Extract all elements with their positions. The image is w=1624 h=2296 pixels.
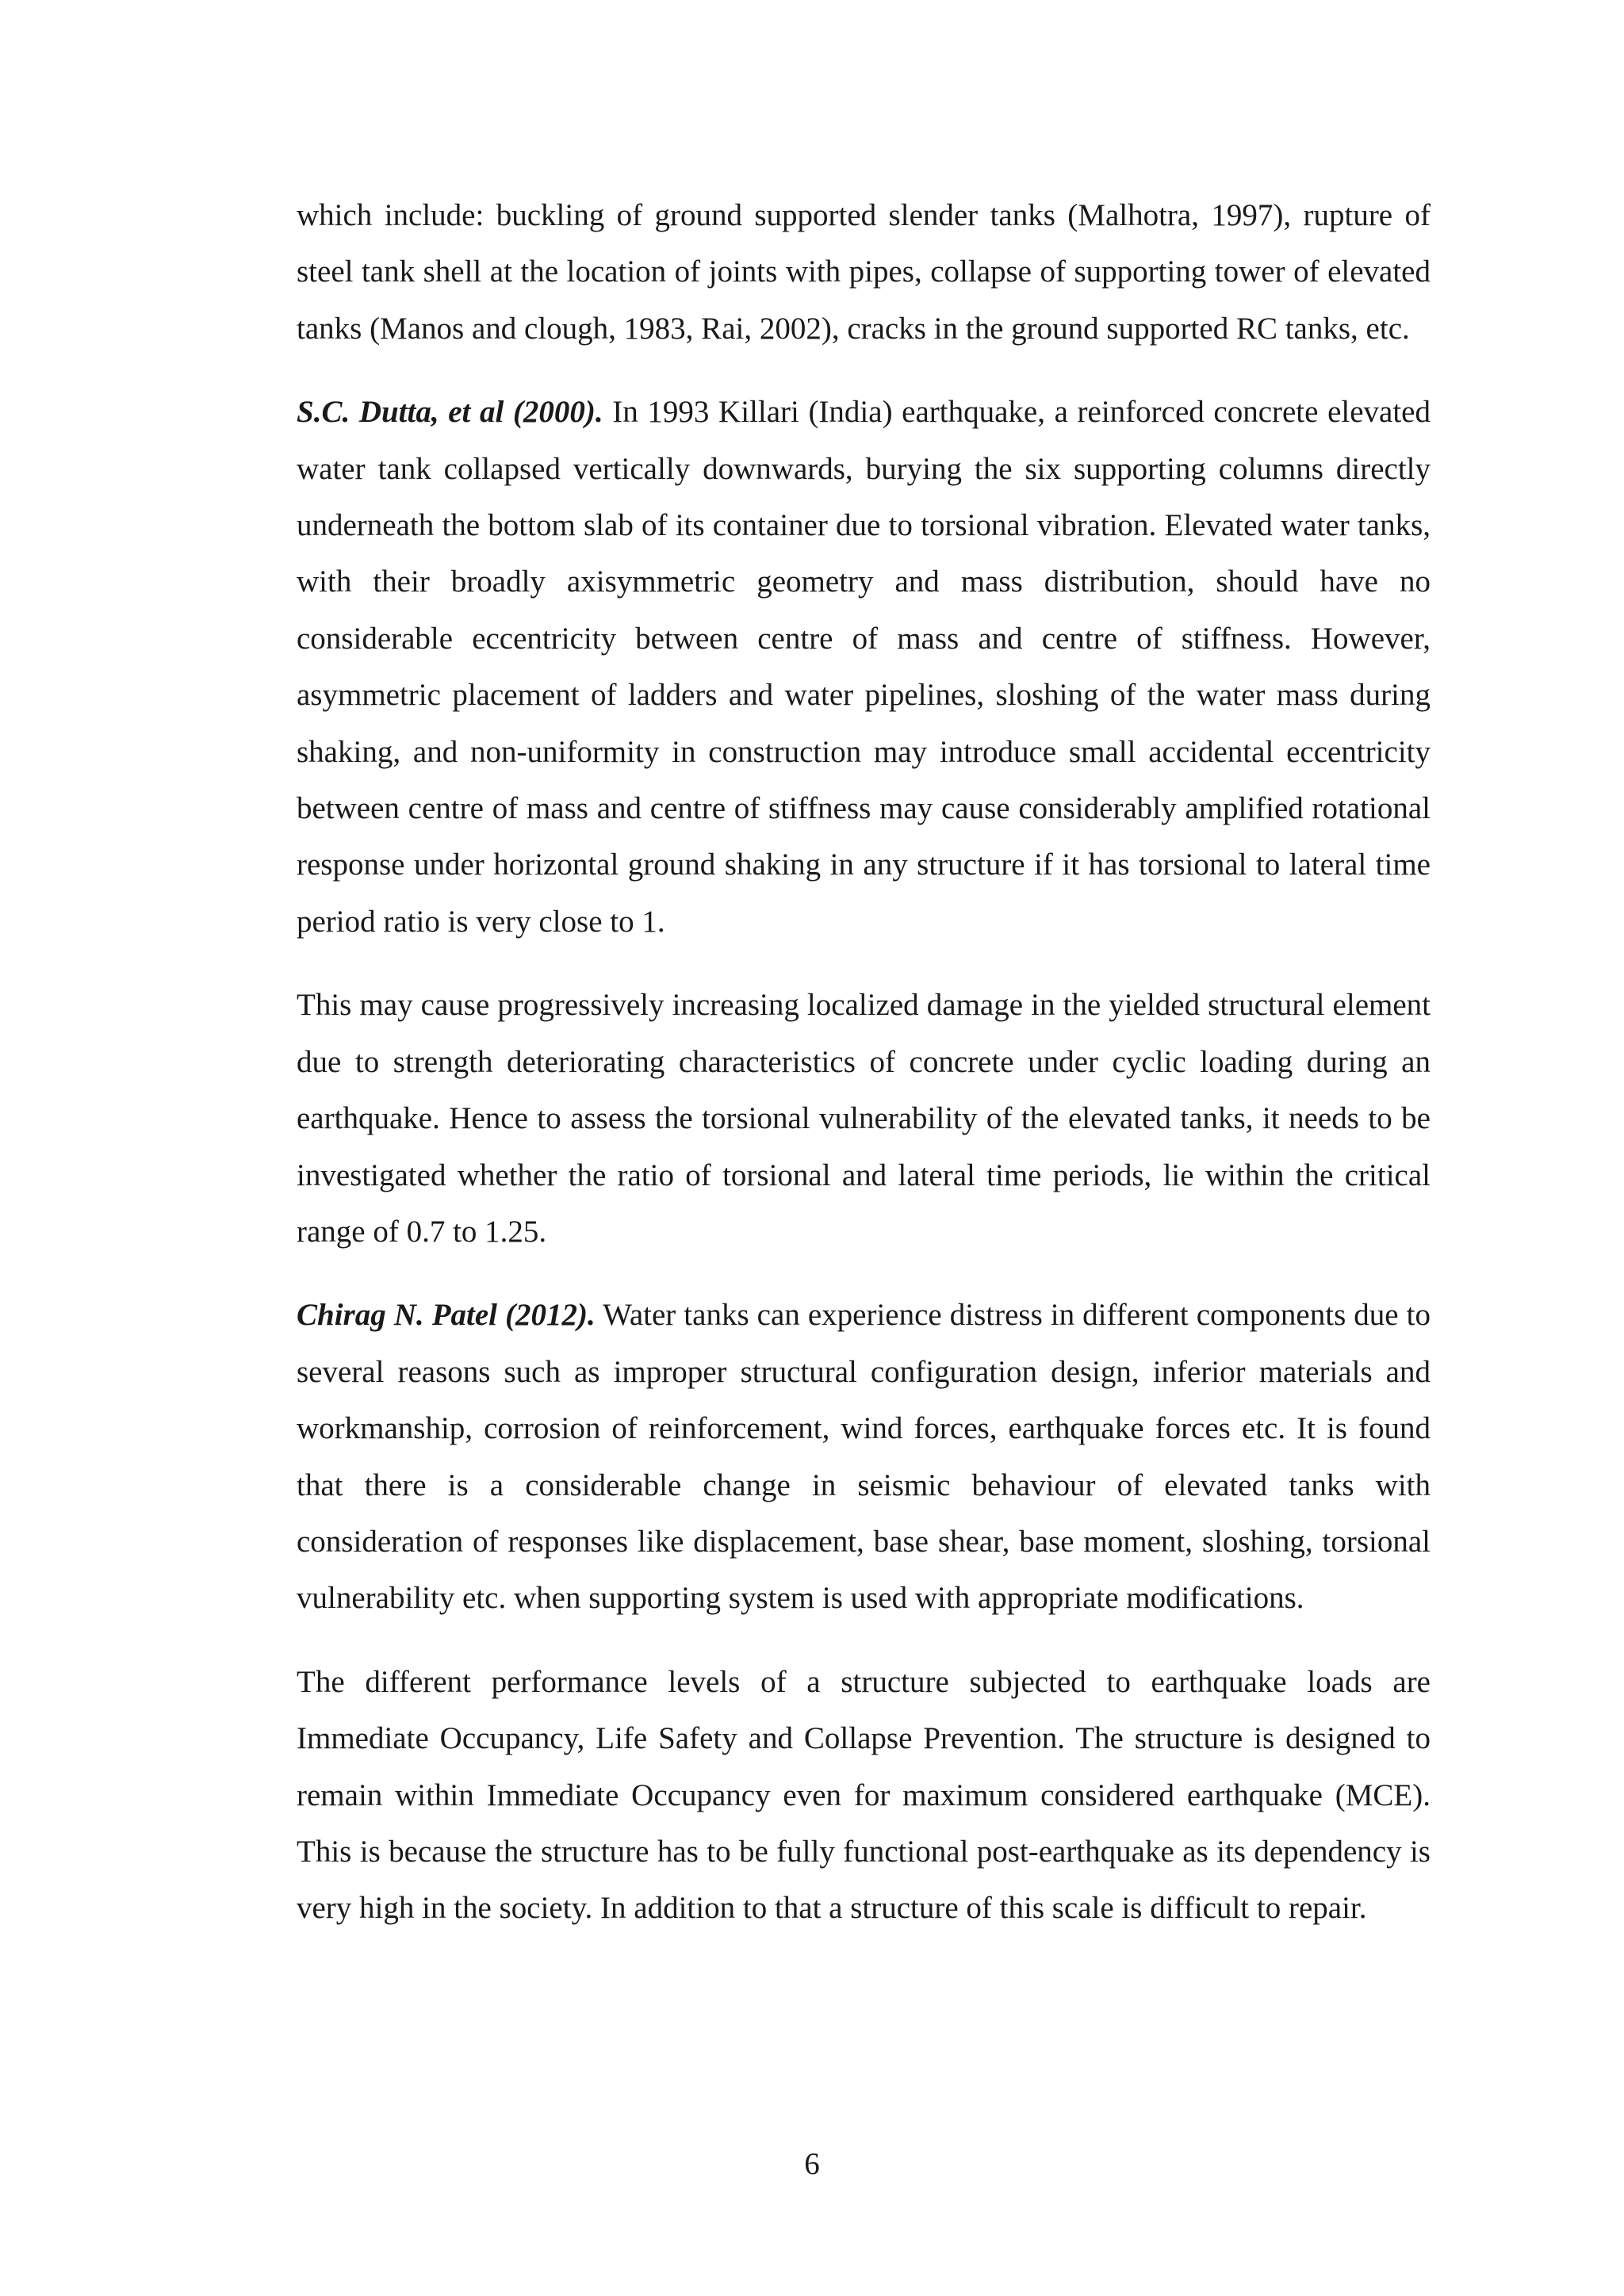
paragraph-text: This may cause progressively increasing localized damage in the yielded structural element due to strength deteriorating characteristics of concrete under cyclic loading during an earthquake. Hence to assess the torsional vulnerability of the elevated tanks, it needs to be investigated whether the ratio of torsional and lateral time periods, lie within the critical range of 0.7 to 1.25. [297,988,1431,1249]
paragraph-performance-levels [297,1654,1431,1937]
paragraph-failure-modes [297,187,1431,357]
paragraph-text: Water tanks can experience distress in different components due to several reasons such as improper structural configuration design, inferior materials and workmanship, corrosion of reinforcement, wind forces, earthquake forces etc. It is found that there is a considerable change in seismic behaviour of elevated tanks with consideration of responses like displacement, base shear, base moment, sloshing, torsional vulnerability etc. when supporting system is used with appropriate modifications. [297,1298,1431,1616]
page-number: 6 [804,2147,820,2181]
paragraph-dutta-2000 [297,384,1431,950]
paragraph-text: In 1993 Killari (India) earthquake, a reinforced concrete elevated water tank collapsed vertically downwards, burying the six supporting columns directly underneath the bottom slab of its container due to torsional vibration. Elevated water tanks, with their broadly axisymmetric geometry and mass distribution, should have no considerable eccentricity between centre of mass and centre of stiffness. However, asymmetric placement of ladders and water pipelines, sloshing of the water mass during shaking, and non-uniformity in construction may introduce small accidental eccentricity between centre of mass and centre of stiffness may cause considerably amplified rotational response under horizontal ground shaking in any structure if it has torsional to lateral time period ratio is very close to 1. [297,395,1431,939]
paragraph-text: which include: buckling of ground supported slender tanks (Malhotra, 1997), rupture of steel tank shell at the location of joints with pipes, collapse of supporting tower of elevated tanks (Manos and clough, 1983, Rai, 2002), cracks in the ground supported RC tanks, etc. [297,198,1431,346]
paragraph-text: The different performance levels of a structure subjected to earthquake loads are Immediate Occupancy, Life Safety and Collapse Prevention. The structure is designed to remain within Immediate Occupancy even for maximum considered earthquake (MCE). This is because the structure has to be fully functional post-earthquake as its dependency is very high in the society. In addition to that a structure of this scale is difficult to repair. [297,1664,1431,1926]
paragraph-torsional-damage [297,977,1431,1260]
body-text [297,187,1431,1964]
paragraph-patel-2012 [297,1287,1431,1626]
paragraph-citation: Chirag N. Patel (2012). [297,1298,596,1333]
paragraph-citation: S.C. Dutta, et al (2000). [297,395,603,430]
